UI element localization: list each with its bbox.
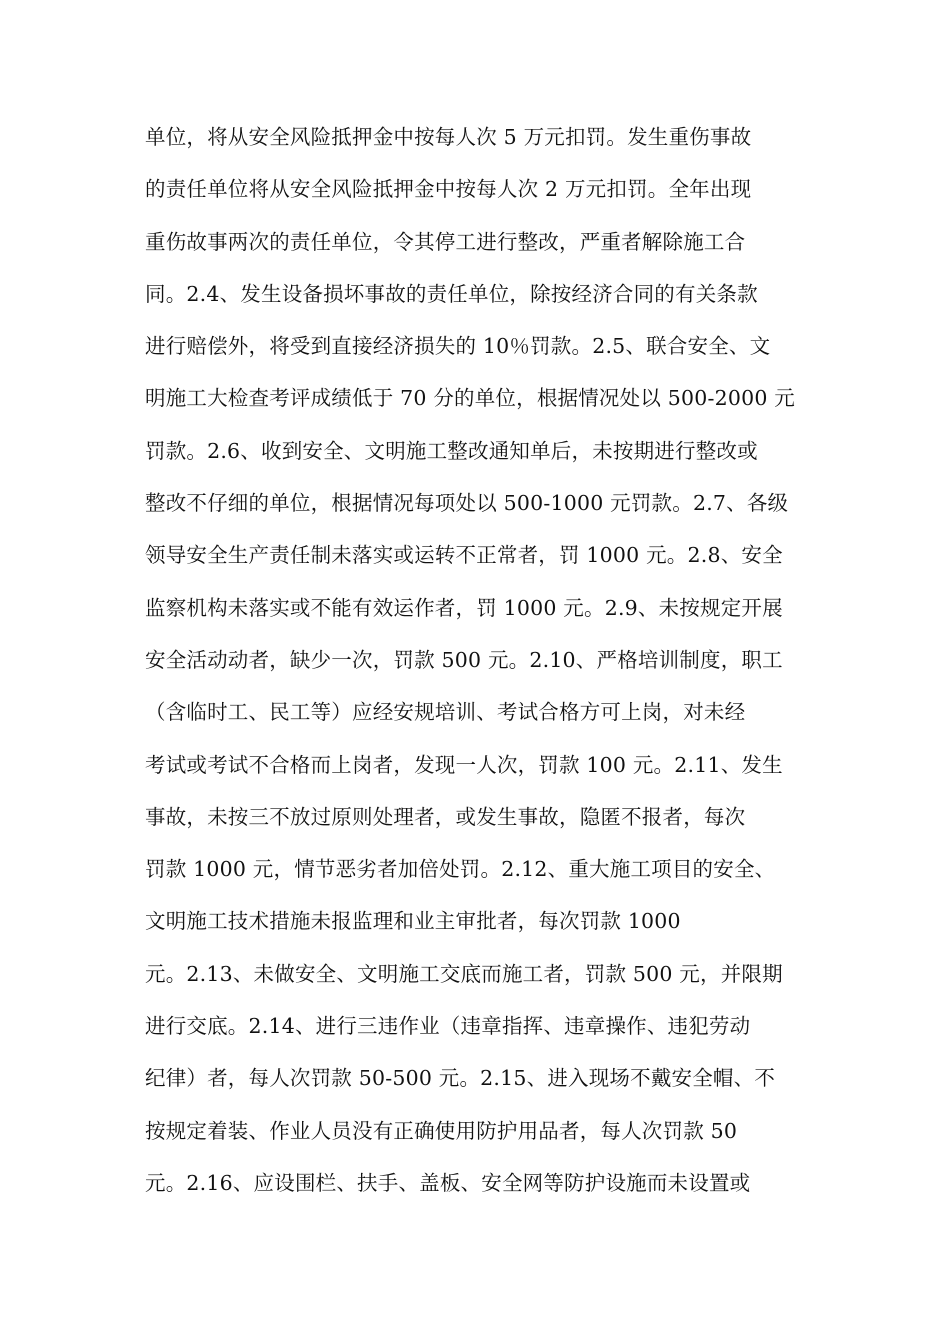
body-text (145, 115, 825, 1213)
text-line: 罚款 1000 元，情节恶劣者加倍处罚。2.12、重大施工项目的安全、 (145, 857, 776, 882)
text-line: 监察机构未落实或不能有效运作者，罚 1000 元。2.9、未按规定开展 (145, 595, 783, 620)
text-line: 进行交底。2.14、进行三违作业（违章指挥、违章操作、违犯劳动 (145, 1014, 751, 1039)
text-line: 同。2.4、发生设备损坏事故的责任单位，除按经济合同的有关条款 (145, 281, 758, 306)
text-line: 的责任单位将从安全风险抵押金中按每人次 2 万元扣罚。全年出现 (145, 177, 752, 202)
text-line: （含临时工、民工等）应经安规培训、考试合格方可上岗，对未经 (145, 700, 746, 725)
text-line: 纪律）者，每人次罚款 50-500 元。2.15、进入现场不戴安全帽、不 (145, 1066, 776, 1091)
text-line: 明施工大检查考评成绩低于 70 分的单位，根据情况处以 500-2000 元 (145, 386, 795, 411)
text-line: 按规定着装、作业人员没有正确使用防护用品者，每人次罚款 50 (145, 1118, 738, 1143)
text-line: 事故，未按三不放过原则处理者，或发生事故，隐匿不报者，每次 (145, 804, 746, 829)
text-line: 罚款。2.6、收到安全、文明施工整改通知单后，未按期进行整改或 (145, 438, 758, 463)
text-line: 领导安全生产责任制未落实或运转不正常者，罚 1000 元。2.8、安全 (145, 543, 783, 568)
text-line: 重伤故事两次的责任单位，令其停工进行整改，严重者解除施工合 (145, 229, 746, 254)
text-line: 整改不仔细的单位，根据情况每项处以 500-1000 元罚款。2.7、各级 (145, 491, 789, 516)
text-line: 单位，将从安全风险抵押金中按每人次 5 万元扣罚。发生重伤事故 (145, 125, 752, 149)
text-line: 元。2.16、应设围栏、扶手、盖板、安全网等防护设施而未设置或 (145, 1170, 751, 1195)
text-line: 安全活动动者，缺少一次，罚款 500 元。2.10、严格培训制度，职工 (145, 647, 783, 672)
text-line: 文明施工技术措施未报监理和业主审批者，每次罚款 1000 (145, 909, 681, 934)
text-line: 进行赔偿外，将受到直接经济损失的 10％罚款。2.5、联合安全、文 (145, 334, 771, 359)
text-line: 考试或考试不合格而上岗者，发现一人次，罚款 100 元。2.11、发生 (145, 752, 783, 777)
text-line: 元。2.13、未做安全、文明施工交底而施工者，罚款 500 元，并限期 (145, 961, 783, 986)
